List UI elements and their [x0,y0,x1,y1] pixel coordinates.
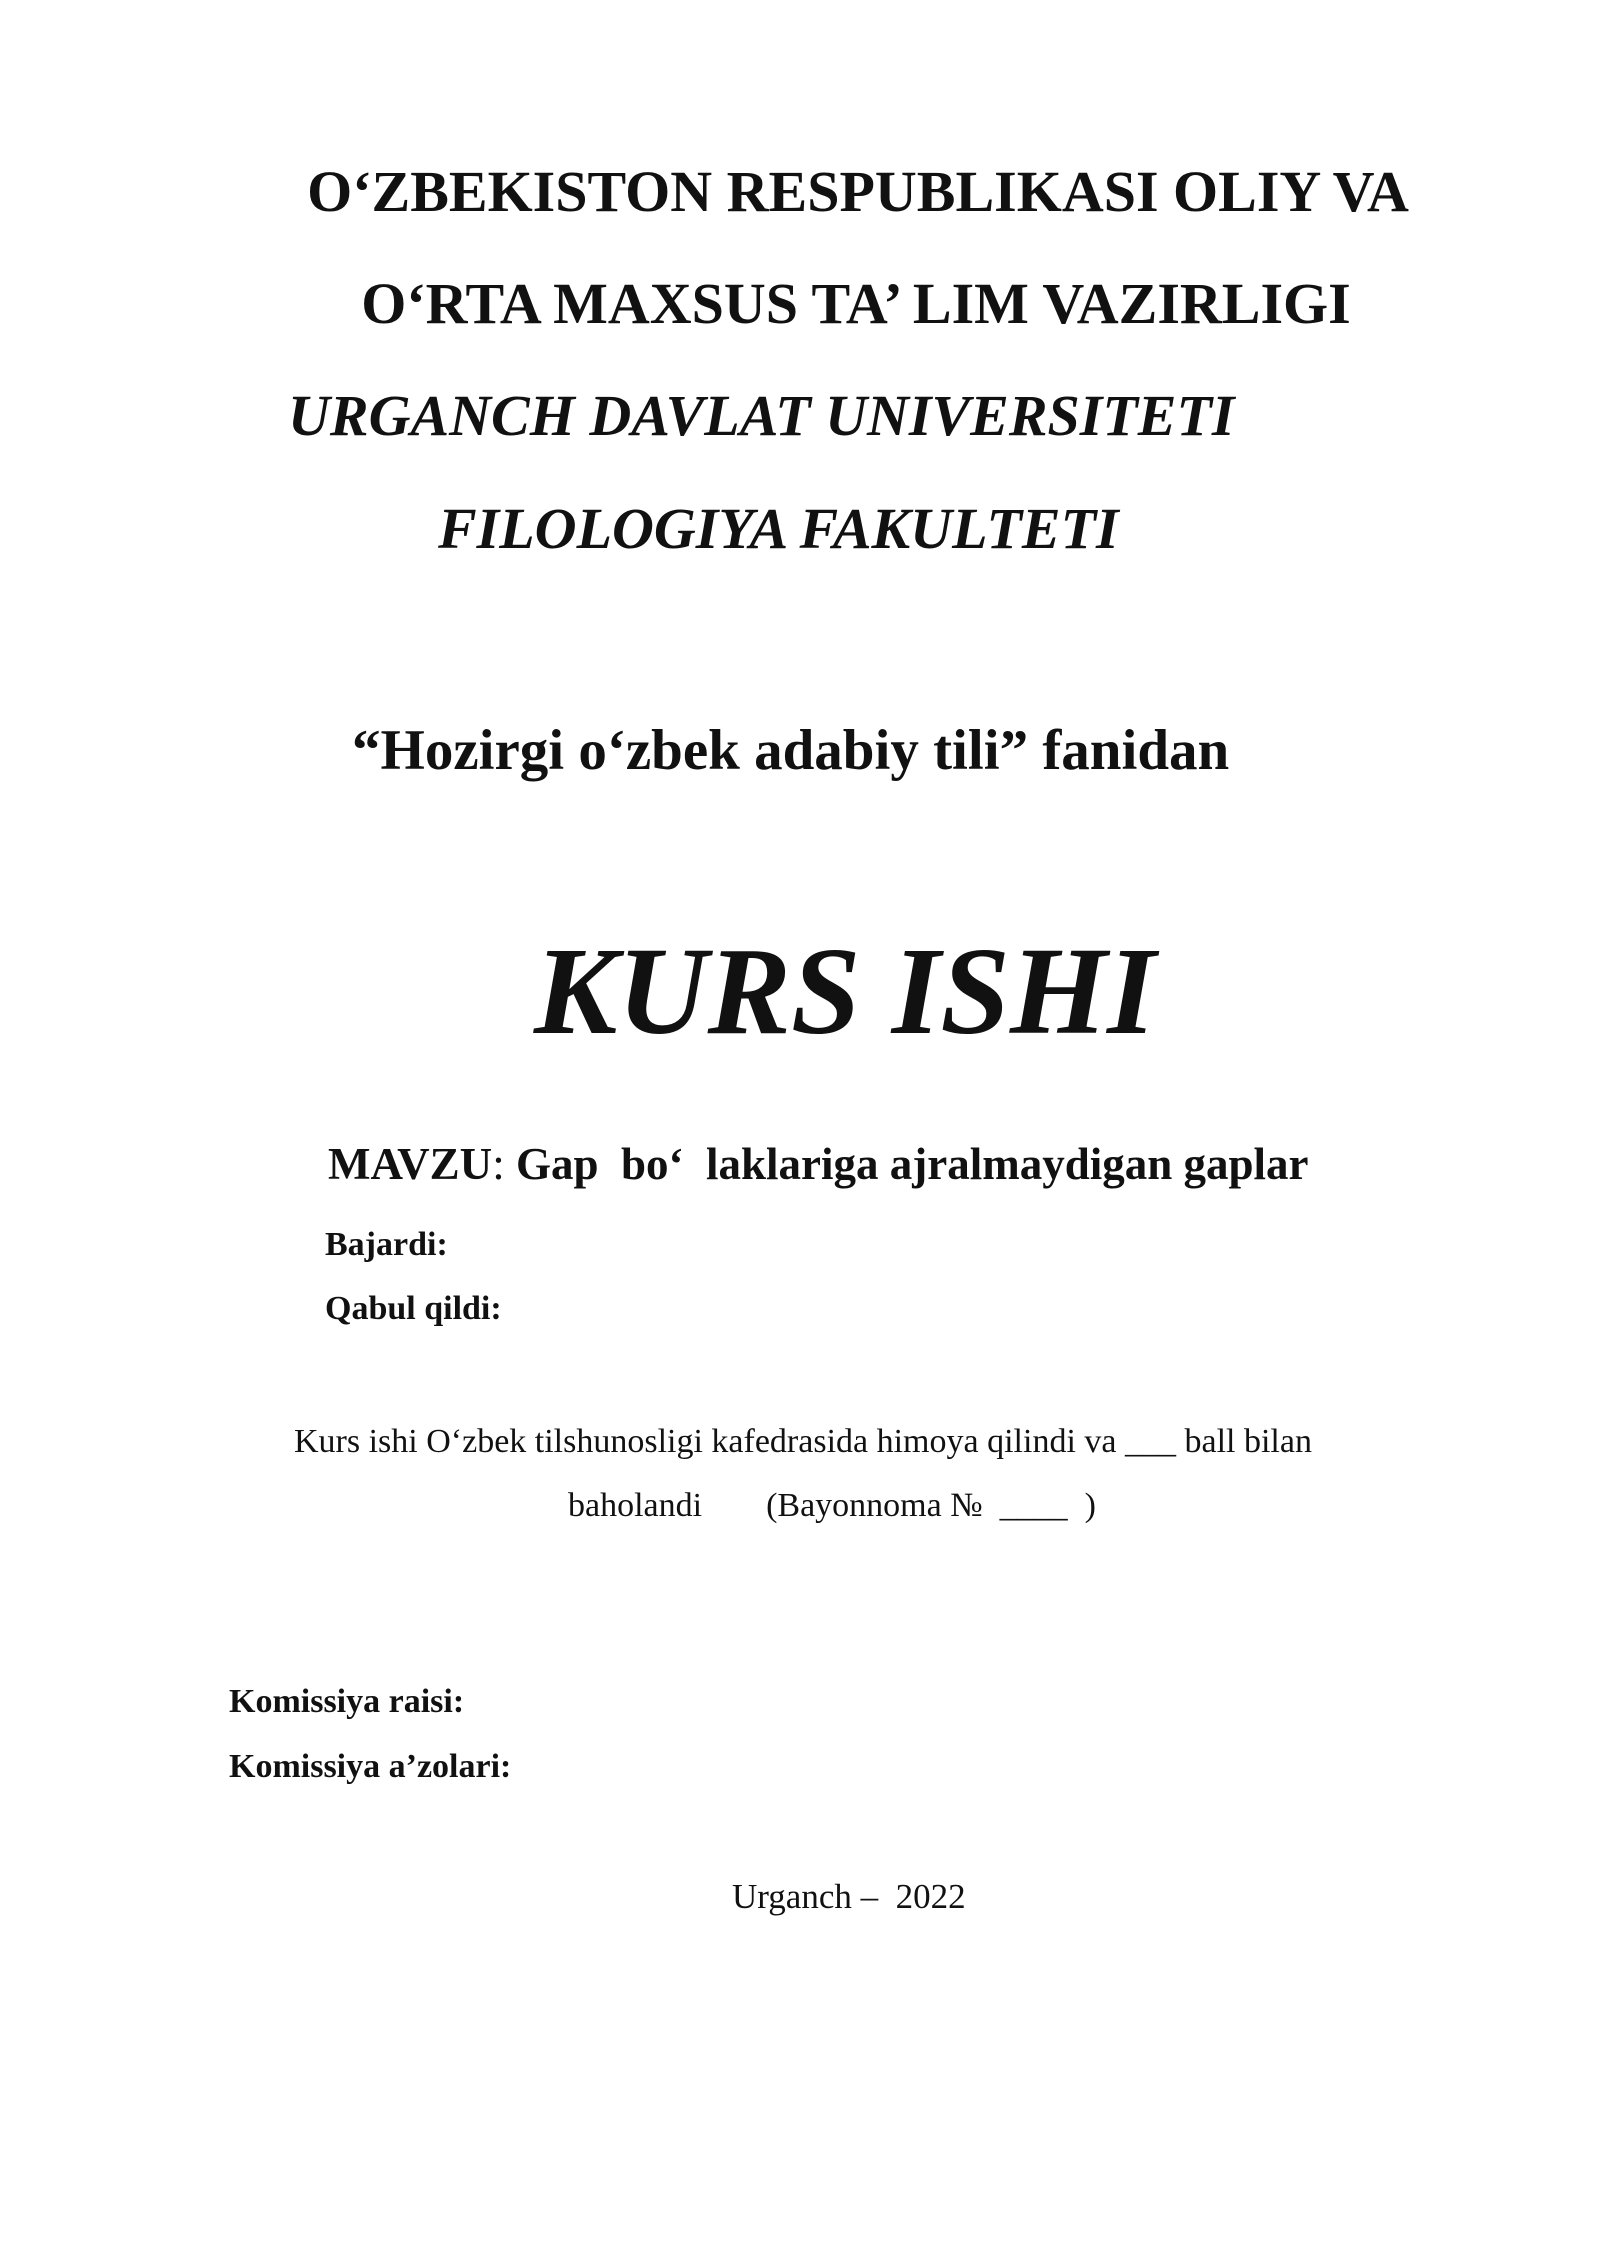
defense-note-graded: baholandi [568,1487,703,1524]
qabul-qildi-label: Qabul qildi: [325,1290,502,1327]
document-title: KURS ISHI [534,923,1156,1061]
theme-text: Gap bo‘ laklariga ajralmaydigan gaplar [504,1139,1309,1189]
ministry-line-2: O‘RTA MAXSUS TA’ LIM VAZIRLIGI [361,271,1351,336]
university-name: URGANCH DAVLAT UNIVERSITETI [288,383,1235,448]
commission-members-label: Komissiya a’zolari: [229,1748,512,1785]
theme-label: MAVZU [328,1139,493,1189]
defense-note-line-1: Kurs ishi O‘zbek tilshunosligi kafedrasida himoya qilindi va ___ ball bilan [294,1423,1312,1460]
faculty-name: FILOLOGIYA FAKULTETI [438,496,1119,561]
subject-line: “Hozirgi o‘zbek adabiy tili” fanidan [352,719,1230,782]
commission-chair-label: Komissiya raisi: [229,1683,465,1720]
city-year: Urganch – 2022 [732,1877,966,1916]
bajardi-label: Bajardi: [325,1226,448,1263]
defense-note-line-2 [568,1489,1600,1523]
theme-colon: : [492,1139,505,1189]
theme-line [328,1139,1600,1189]
ministry-line-1: O‘ZBEKISTON RESPUBLIKASI OLIY VA [307,159,1409,224]
defense-note-protocol: (Bayonnoma № ____ ) [766,1487,1096,1524]
